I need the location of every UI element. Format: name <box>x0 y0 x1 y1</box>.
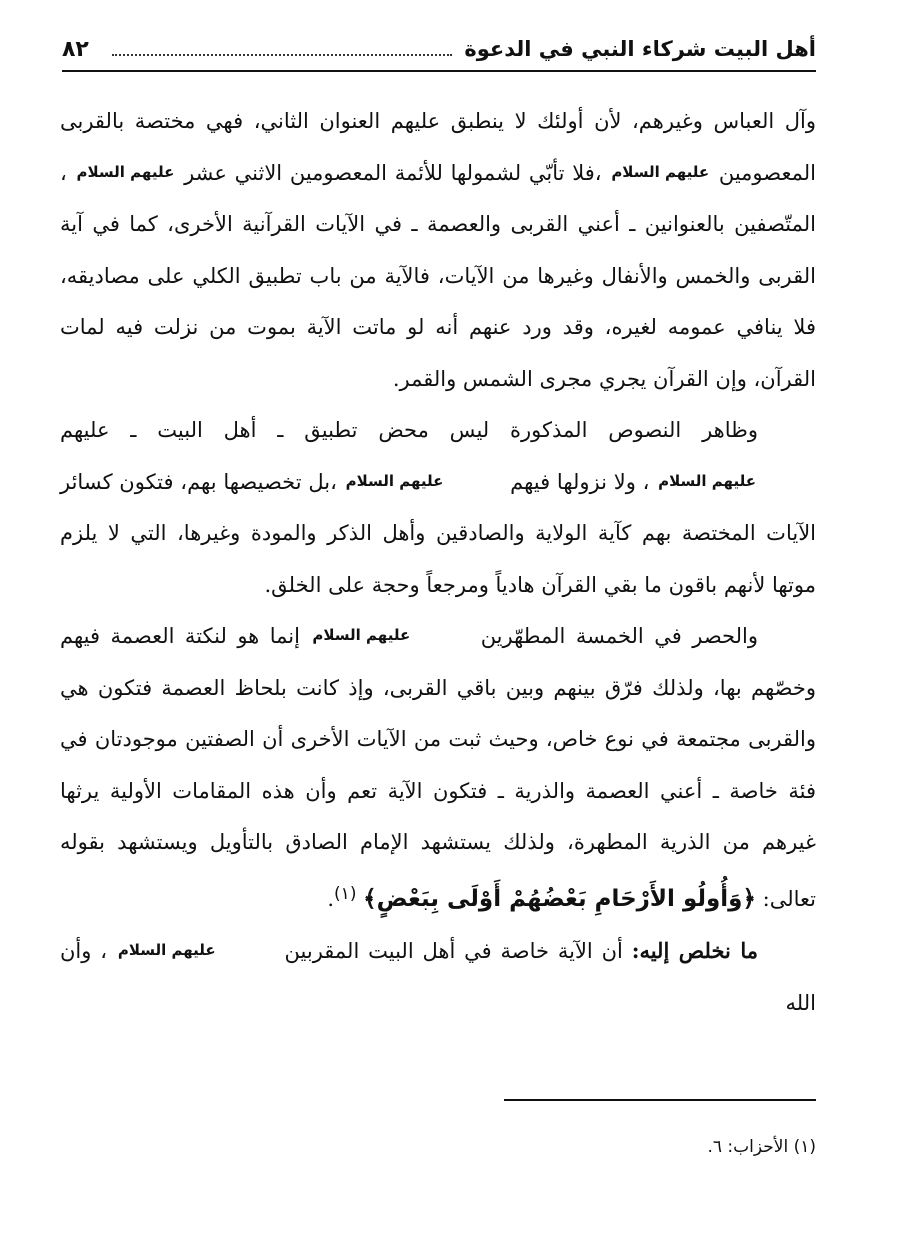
paragraph-2-text-2: ، ولا نزولها فيهم <box>510 469 650 494</box>
footnote: (١) الأحزاب: ٦. <box>707 1137 816 1157</box>
paragraph-2-text-1: وظاهر النصوص المذكورة ليس محض تطبيق ـ أهل البيت ـ عليهم <box>60 418 758 442</box>
paragraph-2-text-3: ،بل تخصيصها بهم، فتكون كسائر الآيات المختصة بهم كآية الولاية والصادقين وأهل الذكر والمودة وغيرها، التي لا يلزم موتها لأنهم باقون ما بقي القرآن هادياً ومرجعاً وحجة على الخلق. <box>60 469 816 597</box>
quranic-verse: ﴿وَأُولُو الأَرْحَامِ بَعْضُهُمْ أَوْلَى بِبَعْضٍ﴾ <box>363 885 756 912</box>
running-title: أهل البيت شركاء النبي في الدعوة <box>464 37 816 61</box>
conclusion-lead: ما نخلص إليه: <box>631 938 758 963</box>
paragraph-1-text-2: ،فلا تأبّي لشمولها للأئمة المعصومين الاثني عشر <box>184 160 602 185</box>
paragraph-3-text-2: إنما هو لنكتة العصمة فيهم وخصّهم بها، ولذلك فرّق بينهم وبين باقي القربى، وإذ كانت بلحاظ العصمة فتكون هي والقربى مجتمعة في نوع خاص، وحيث ثبت من الآيات الأخرى أن الصفتين موجودتان في فئة خاصة ـ أعني العصمة والذرية ـ فتكون الآية تعم وأن هذه المقامات الأولية يرثها غيرهم من الذرية المطهرة، ولذلك يستشهد الإمام الصادق بالتأويل ويستشهد بقوله تعالى: <box>60 624 816 911</box>
paragraph-1-text-1: وآل العباس وغيرهم، لأن أولئك لا ينطبق عليهم العنوان الثاني، فهي مختصة بالقربى المعصومين <box>60 109 816 185</box>
honorific-symbol: عليهم السلام <box>658 471 756 490</box>
page-number: ٨٢ <box>62 36 89 62</box>
paragraph-3-end: . <box>327 886 335 911</box>
paragraph-1-text-3: ، المتّصفين بالعنوانين ـ أعني القربى والعصمة ـ في الآيات القرآنية الأخرى، كما في آية القربى والخمس والأنفال وغيرها من الآيات، فالآية من باب تطبيق الكلي على مصاديقه، فلا ينافي عمومه لغيره، وقد ورد عنهم أنه لو ماتت الآية بموت من نزلت فيه لمات القرآن، وإن القرآن يجري مجرى الشمس والقمر. <box>60 160 816 391</box>
main-text <box>60 96 816 1029</box>
paragraph-3 <box>60 611 816 925</box>
paragraph-4-text-1: أن الآية خاصة في أهل البيت المقربين <box>284 939 623 963</box>
dot-leader <box>112 53 452 56</box>
paragraph-1 <box>60 96 816 405</box>
running-header <box>62 28 816 72</box>
honorific-symbol: عليهم السلام <box>117 941 216 959</box>
paragraph-4 <box>60 925 816 1029</box>
paragraph-3-text-1: والحصر في الخمسة المطهّرين <box>480 624 758 648</box>
paragraph-2 <box>60 405 816 611</box>
honorific-symbol: عليهم السلام <box>345 471 444 490</box>
footnote-reference: (١) <box>334 883 357 904</box>
footnote-divider <box>504 1099 816 1101</box>
honorific-symbol: عليهم السلام <box>312 626 411 644</box>
honorific-symbol: عليهم السلام <box>76 162 175 181</box>
paragraph-4-text-2: ، وأن الله <box>60 939 816 1015</box>
honorific-symbol: عليهم السلام <box>611 162 710 181</box>
